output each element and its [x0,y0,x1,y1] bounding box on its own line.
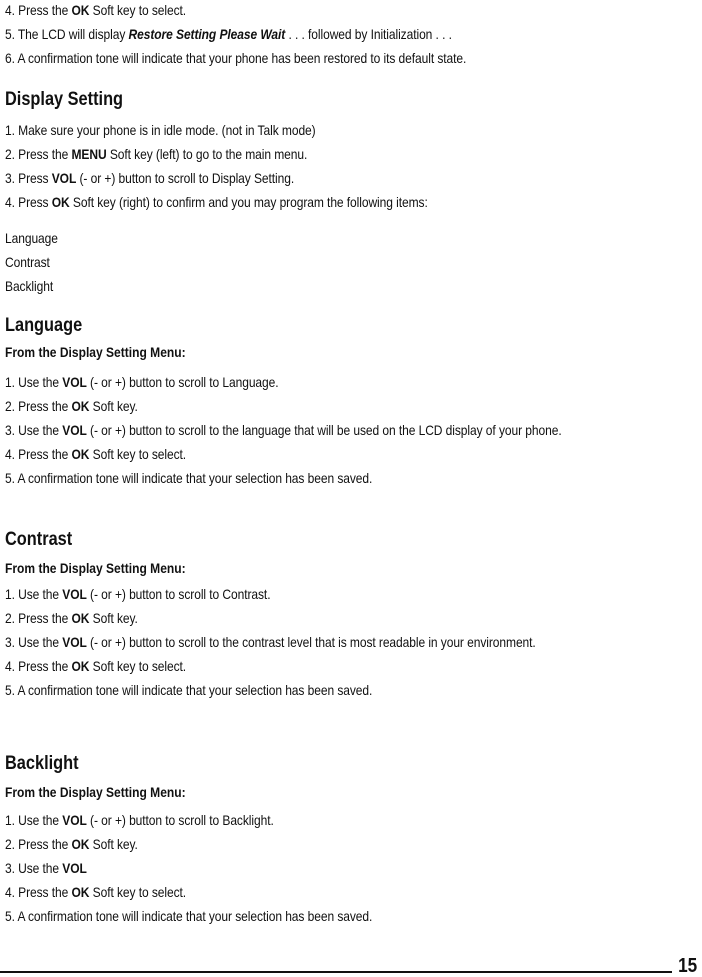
intro-step-5: 5. The LCD will display Restore Setting Please Wait . . . followed by Initialization . . . [5,26,452,42]
intro-step-6: 6. A confirmation tone will indicate that your phone has been restored to its default state. [5,50,467,66]
display-item-contrast: Contrast [5,254,50,270]
backlight-heading: Backlight [5,753,79,774]
contrast-step-1: 1. Use the VOL (- or +) button to scroll to Contrast. [5,586,271,602]
language-step-3: 3. Use the VOL (- or +) button to scroll to the language that will be used on the LCD display of your phone. [5,422,562,438]
footer-rule [0,971,672,973]
language-step-1: 1. Use the VOL (- or +) button to scroll to Language. [5,374,279,390]
contrast-step-5: 5. A confirmation tone will indicate that your selection has been saved. [5,682,373,698]
display-step-3: 3. Press VOL (- or +) button to scroll to Display Setting. [5,170,295,186]
display-setting-heading: Display Setting [5,89,124,110]
display-step-2: 2. Press the MENU Soft key (left) to go to the main menu. [5,146,308,162]
contrast-heading: Contrast [5,529,73,550]
backlight-subheading: From the Display Setting Menu: [5,784,186,800]
language-step-4: 4. Press the OK Soft key to select. [5,446,187,462]
display-item-backlight: Backlight [5,278,54,294]
contrast-step-3: 3. Use the VOL (- or +) button to scroll to the contrast level that is most readable in your environment. [5,634,536,650]
backlight-step-2: 2. Press the OK Soft key. [5,836,138,852]
backlight-step-3: 3. Use the VOL [5,860,87,876]
language-step-2: 2. Press the OK Soft key. [5,398,138,414]
language-heading: Language [5,315,83,336]
contrast-step-2: 2. Press the OK Soft key. [5,610,138,626]
backlight-step-1: 1. Use the VOL (- or +) button to scroll to Backlight. [5,812,274,828]
contrast-subheading: From the Display Setting Menu: [5,560,186,576]
language-subheading: From the Display Setting Menu: [5,344,186,360]
display-item-language: Language [5,230,58,246]
language-step-5: 5. A confirmation tone will indicate that your selection has been saved. [5,470,373,486]
intro-step-4: 4. Press the OK Soft key to select. [5,2,187,18]
display-step-4: 4. Press OK Soft key (right) to confirm and you may program the following items: [5,194,428,210]
backlight-step-5: 5. A confirmation tone will indicate that your selection has been saved. [5,908,373,924]
page-number: 15 [677,955,697,977]
backlight-step-4: 4. Press the OK Soft key to select. [5,884,187,900]
display-step-1: 1. Make sure your phone is in idle mode. (not in Talk mode) [5,122,316,138]
contrast-step-4: 4. Press the OK Soft key to select. [5,658,187,674]
